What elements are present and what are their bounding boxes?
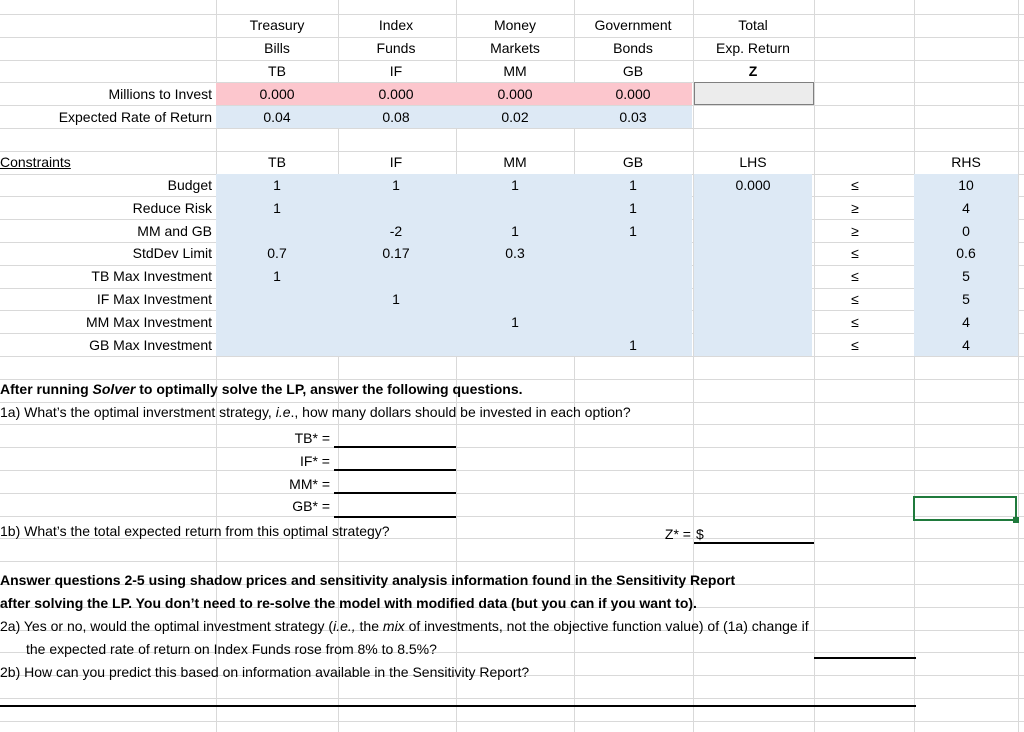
decision-value-gb[interactable]: 0.000 [615,86,651,102]
constraints-header-lhs: LHS [739,154,767,170]
answer-line-tb[interactable] [334,446,456,448]
constraints-header-gb: GB [622,154,644,170]
return-row-label: Expected Rate of Return [58,109,212,125]
constraint-if-value[interactable]: 1 [392,291,400,307]
answer-label-gb: GB* = [292,498,330,514]
question-2a-continued: the expected rate of return on Index Funds rose from 8% to 8.5%? [26,641,437,657]
constraint-gb-value[interactable]: 1 [629,177,637,193]
answer-line-mm[interactable] [334,492,456,494]
constraints-title: Constraints [0,154,71,170]
constraints-header-rhs: RHS [951,154,981,170]
return-value-if[interactable]: 0.08 [382,109,410,125]
answer-label-tb: TB* = [294,430,330,446]
decision-value-mm[interactable]: 0.000 [497,86,533,102]
constraint-label: Budget [167,177,212,193]
return-value-gb[interactable]: 0.03 [619,109,647,125]
answer-line-2a[interactable] [814,657,916,659]
answer-line-gb[interactable] [334,516,456,518]
constraint-sign-value[interactable]: ≤ [851,291,859,307]
question-2b: 2b) How can you predict this based on information available in the Sensitivity Report? [0,664,530,680]
constraint-rhs-value[interactable]: 5 [962,268,970,284]
constraint-rhs-value[interactable]: 4 [962,314,970,330]
return-value-tb[interactable]: 0.04 [263,109,291,125]
objective-cell[interactable] [694,82,814,105]
decision-row-label: Millions to Invest [108,86,212,102]
question-2a: 2a) Yes or no, would the optimal investment strategy (i.e., the mix of investments, not the objective function value) of (1a) change if [0,618,809,634]
constraints-header-if: IF [389,154,403,170]
constraint-sign-value[interactable]: ≤ [851,268,859,284]
constraint-rhs-value[interactable]: 4 [962,337,970,353]
constraint-sign-value[interactable]: ≤ [851,337,859,353]
return-value-mm[interactable]: 0.02 [501,109,529,125]
constraint-label: TB Max Investment [91,268,212,284]
answer-line-2b[interactable] [0,705,916,707]
constraint-mm-value[interactable]: 0.3 [505,245,525,261]
constraint-mm-value[interactable]: 1 [511,314,519,330]
constraint-label: StdDev Limit [132,245,212,261]
constraint-tb-value[interactable]: 1 [273,200,281,216]
constraint-if-value[interactable]: 1 [392,177,400,193]
constraint-lhs-value[interactable]: 0.000 [735,177,771,193]
z-star-label: Z* = [664,526,691,542]
decision-value-if[interactable]: 0.000 [378,86,414,102]
answer-label-if: IF* = [300,453,330,469]
constraint-if-value[interactable]: 0.17 [382,245,410,261]
constraint-label: MM Max Investment [85,314,212,330]
constraint-gb-value[interactable]: 1 [629,337,637,353]
constraint-tb-value[interactable]: 1 [273,177,281,193]
constraint-gb-value[interactable]: 1 [629,200,637,216]
decision-value-tb[interactable]: 0.000 [259,86,295,102]
constraint-mm-value[interactable]: 1 [511,177,519,193]
fill-handle[interactable] [1013,517,1019,523]
constraint-label: MM and GB [137,223,212,239]
solver-instructions: After running Solver to optimally solve the LP, answer the following questions. [0,381,523,397]
constraint-rhs-value[interactable]: 5 [962,291,970,307]
constraint-rhs-value[interactable]: 0 [962,223,970,239]
constraint-tb-value[interactable]: 1 [273,268,281,284]
active-cell-selection[interactable] [913,496,1017,521]
question-1a: 1a) What’s the optimal inverstment strategy, i.e., how many dollars should be invested in each option? [0,404,631,420]
constraint-label: IF Max Investment [96,291,212,307]
constraint-sign-value[interactable]: ≥ [851,200,859,216]
z-star-answer-line[interactable] [694,542,814,544]
constraint-label: GB Max Investment [89,337,212,353]
constraint-sign-value[interactable]: ≥ [851,223,859,239]
constraint-sign-value[interactable]: ≤ [851,177,859,193]
answer-line-if[interactable] [334,469,456,471]
constraints-header-mm: MM [503,154,527,170]
constraint-sign-value[interactable]: ≤ [851,245,859,261]
constraint-tb-value[interactable]: 0.7 [267,245,287,261]
constraint-gb-value[interactable]: 1 [629,223,637,239]
constraints-header-tb: TB [268,154,286,170]
constraint-rhs-value[interactable]: 10 [958,177,974,193]
constraint-sign-value[interactable]: ≤ [851,314,859,330]
constraint-rhs-value[interactable]: 0.6 [956,245,976,261]
constraint-rhs-value[interactable]: 4 [962,200,970,216]
section2-instructions-line2: after solving the LP. You don’t need to re-solve the model with modified data (but you can if you want to). [0,595,697,611]
constraint-mm-value[interactable]: 1 [511,223,519,239]
lhs-cells [694,174,812,356]
section2-instructions-line1: Answer questions 2-5 using shadow prices and sensitivity analysis information found in the Sensitivity Report [0,572,736,588]
z-star-dollar: $ [696,526,704,542]
constraint-if-value[interactable]: -2 [389,223,403,239]
answer-label-mm: MM* = [289,476,330,492]
question-1b: 1b) What’s the total expected return from this optimal strategy? [0,523,390,539]
constraint-coeff-cells [216,174,692,356]
constraint-label: Reduce Risk [132,200,212,216]
